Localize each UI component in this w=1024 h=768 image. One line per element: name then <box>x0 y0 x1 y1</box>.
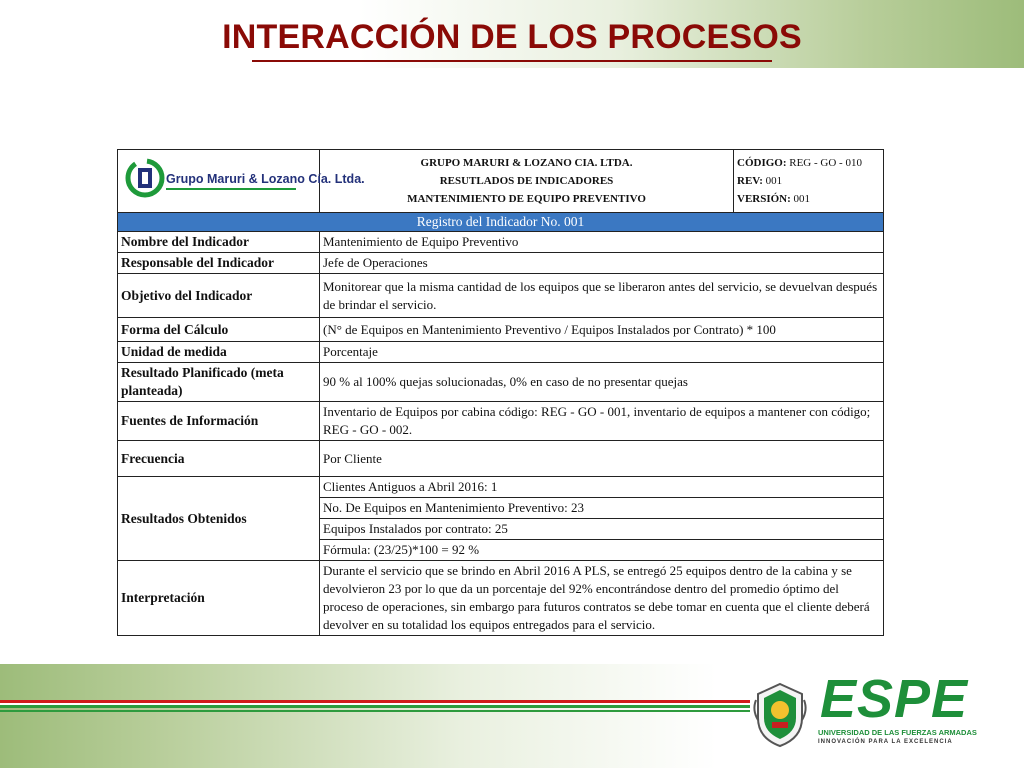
nombre-label: Nombre del Indicador <box>118 232 320 253</box>
header-row <box>118 150 884 213</box>
footer-stripe-green <box>0 705 750 708</box>
company-logo <box>118 150 365 213</box>
slide-title: INTERACCIÓN DE LOS PROCESOS <box>222 18 802 56</box>
forma-value: (N° de Equipos en Mantenimiento Preventivo / Equipos Instalados por Contrato) * 100 <box>320 318 884 342</box>
row-responsable <box>118 253 884 274</box>
row-unidad <box>118 342 884 363</box>
resultados-value-1: Clientes Antiguos a Abril 2016: 1 <box>320 477 884 498</box>
fuentes-value: Inventario de Equipos por cabina código: REG - GO - 001, inventario de equipos a mantener con código; REG - GO - 002. <box>320 402 884 441</box>
codigo-line: CÓDIGO: REG - GO - 010 <box>737 157 862 169</box>
footer-stripe-green-thin <box>0 710 750 712</box>
row-resultados <box>118 477 884 498</box>
espe-crest-icon <box>750 680 810 750</box>
header-code-cell <box>734 150 884 213</box>
nombre-value: Mantenimiento de Equipo Preventivo <box>320 232 884 253</box>
row-forma <box>118 318 884 342</box>
resultados-value-2: No. De Equipos en Mantenimiento Preventivo: 23 <box>320 498 884 519</box>
resultado-planificado-value: 90 % al 100% quejas solucionadas, 0% en caso de no presentar quejas <box>320 363 884 402</box>
row-fuentes <box>118 402 884 441</box>
resultados-value-4: Fórmula: (23/25)*100 = 92 % <box>320 540 884 561</box>
registro-label: Registro del Indicador No. 001 <box>118 213 884 232</box>
row-objetivo <box>118 274 884 318</box>
indicator-table <box>117 149 884 636</box>
objetivo-label: Objetivo del Indicador <box>118 274 320 318</box>
objetivo-value: Monitorear que la misma cantidad de los equipos que se liberaron antes del servicio, se devuelvan después de brindar el servicio. <box>320 274 884 318</box>
company-name: GRUPO MARURI & LOZANO CIA. LTDA. <box>420 157 633 169</box>
doc-type: RESUTLADOS DE INDICADORES <box>439 175 614 187</box>
registro-row <box>118 213 884 232</box>
row-interpretacion <box>118 561 884 636</box>
row-nombre <box>118 232 884 253</box>
title-underline <box>252 60 772 62</box>
resultados-label: Resultados Obtenidos <box>118 477 320 561</box>
espe-university-name: UNIVERSIDAD DE LAS FUERZAS ARMADAS <box>818 728 977 737</box>
unidad-label: Unidad de medida <box>118 342 320 363</box>
responsable-label: Responsable del Indicador <box>118 253 320 274</box>
fuentes-label: Fuentes de Información <box>118 402 320 441</box>
row-resultado-planificado <box>118 363 884 402</box>
version-line: VERSIÓN: 001 <box>737 193 811 205</box>
unidad-value: Porcentaje <box>320 342 884 363</box>
resultados-value-3: Equipos Instalados por contrato: 25 <box>320 519 884 540</box>
espe-brand: ESPE <box>820 669 969 729</box>
forma-label: Forma del Cálculo <box>118 318 320 342</box>
rev-line: REV: 001 <box>737 175 783 187</box>
row-frecuencia <box>118 441 884 477</box>
doc-subject: MANTENIMIENTO DE EQUIPO PREVENTIVO <box>407 193 646 205</box>
resultado-planificado-label: Resultado Planificado (meta planteada) <box>118 363 320 402</box>
interpretacion-label: Interpretación <box>118 561 320 636</box>
frecuencia-label: Frecuencia <box>118 441 320 477</box>
company-logo-graphic <box>118 150 365 207</box>
interpretacion-value: Durante el servicio que se brindo en Abril 2016 A PLS, se entregó 25 equipos dentro de la cabina y se devolvieron 23 por lo que da un porcentaje del 92% encontrándose dentro del promedio óptimo del proceso de operaciones, sin embargo para futuros contratos se debe tomar en cuenta que el cliente deberá devolver en su totalidad los equipos entregados para el servicio. <box>320 561 884 636</box>
responsable-value: Jefe de Operaciones <box>320 253 884 274</box>
logo-text: Grupo Maruri & Lozano Cía. Ltda. <box>166 172 365 186</box>
header-title-cell <box>320 150 734 213</box>
frecuencia-value: Por Cliente <box>320 441 884 477</box>
espe-motto: INNOVACIÓN PARA LA EXCELENCIA <box>818 739 953 745</box>
